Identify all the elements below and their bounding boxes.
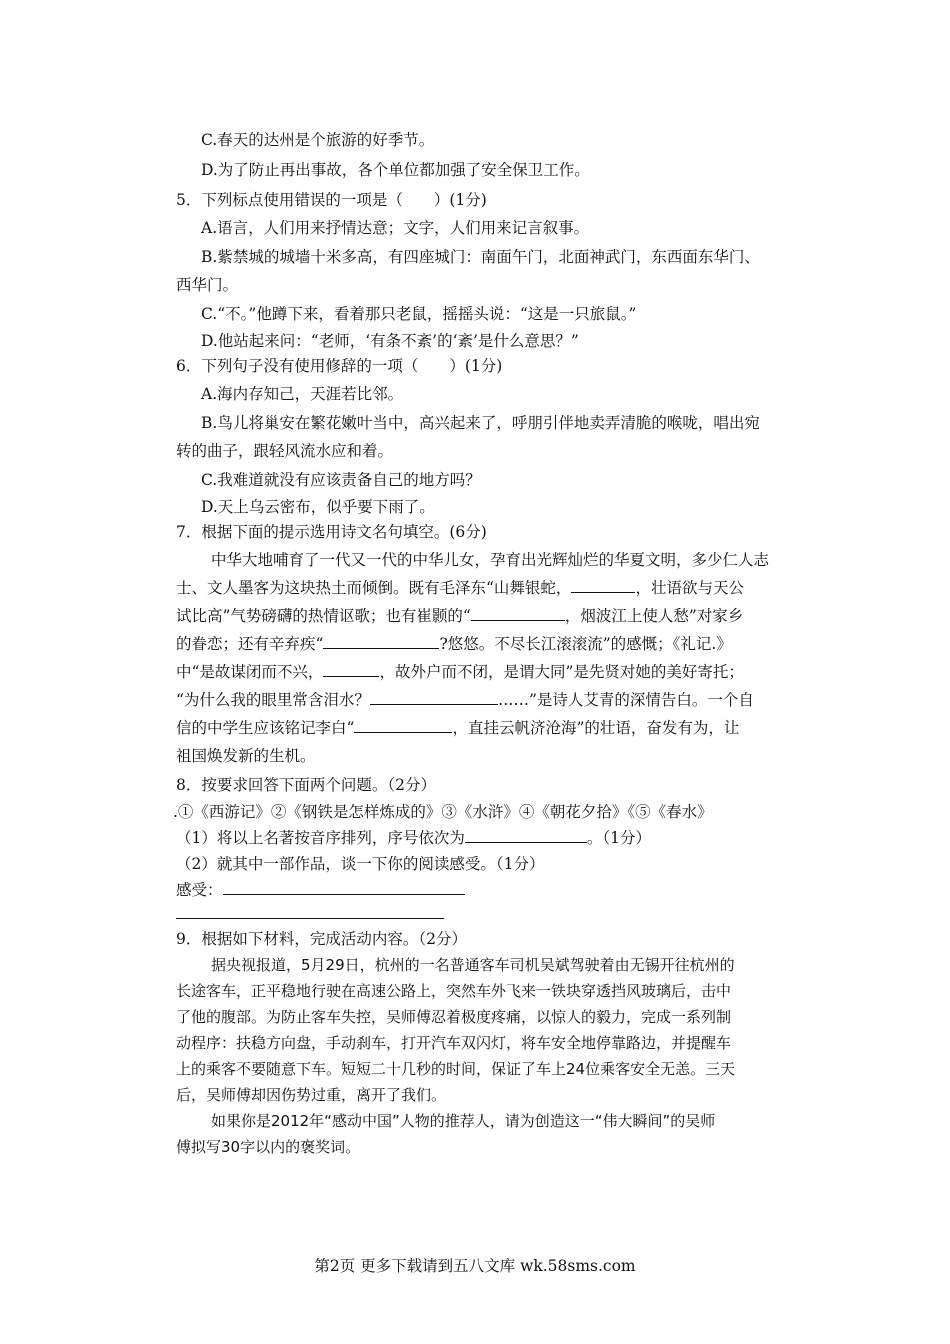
q9-material-line: 后，吴师傅却因伤势过重，离开了我们。 [176, 1086, 447, 1104]
answer-blank[interactable] [323, 634, 439, 649]
q5-option-c: C.“不。”他蹲下来，看着那只老鼠，摇摇头说：“这是一只旅鼠。” [201, 305, 637, 323]
answer-blank[interactable] [223, 880, 465, 895]
page-footer: 第2页 更多下载请到五八文库 wk.58sms.com [314, 1257, 636, 1275]
q8-feeling: 感受： [176, 880, 465, 900]
answer-blank[interactable] [471, 606, 565, 621]
q7-passage-line: 的眷恋；还有辛弃疾“ ?悠悠。不尽长江滚滚流”的感慨；《礼记.》 [176, 635, 732, 653]
answer-blank[interactable] [571, 578, 635, 593]
q6-option-b-cont: 转的曲子，跟轻风流水应和着。 [176, 442, 394, 460]
q6-stem: 6．下列句子没有使用修辞的一项（ ）(1分) [176, 357, 503, 375]
q8-book-list: .①《西游记》②《钢铁是怎样炼成的》③《水浒》④《朝花夕拾》《⑤《春水》 [173, 803, 713, 821]
q5-option-b: B.紫禁城的城墙十米多高，有四座城门：南面午门，北面神武门，东西面东华门、 [201, 248, 760, 266]
q4-option-d: D.为了防止再出事故，各个单位都加强了安全保卫工作。 [201, 161, 590, 179]
q9-material-line: 上的乘客不要随意下车。短短二十几秒的时间，保证了车上24位乘客安全无恙。三天 [176, 1060, 736, 1078]
q9-material-line: 长途客车，正平稳地行驶在高速公路上，突然车外飞来一铁块穿透挡风玻璃后，击中 [176, 982, 732, 1000]
q6-option-b: B.鸟儿将巢安在繁花嫩叶当中，高兴起来了，呼朋引伴地卖弄清脆的喉咙，唱出宛 [201, 414, 760, 432]
answer-blank[interactable] [370, 690, 498, 705]
q8-stem: 8．按要求回答下面两个问题。（2分） [176, 776, 436, 794]
q9-task-line: 傅拟写30字以内的褒奖词。 [176, 1138, 361, 1156]
q6-option-c: C.我难道就没有应该责备自己的地方吗？ [201, 471, 481, 489]
q7-passage-line: 中“是故谋闭而不兴， ，故外户而不闭，是谓大同”是先贤对她的美好寄托； [176, 663, 744, 681]
q9-stem: 9．根据如下材料，完成活动内容。（2分） [176, 930, 467, 948]
q7-passage-line: 祖国焕发新的生机。 [176, 747, 316, 765]
answer-blank[interactable] [323, 662, 379, 677]
q6-option-a: A.海内存知己，天涯若比邻。 [201, 385, 404, 403]
q7-passage-line: “为什么我的眼里常含泪水？ ……”是诗人艾青的深情告白。一个自 [176, 691, 754, 709]
q5-option-b-cont: 西华门。 [176, 276, 239, 294]
q9-material-line: 动程序：扶稳方向盘，手动刹车，打开汽车双闪灯，将车安全地停靠路边，并提醒车 [176, 1034, 732, 1052]
answer-line[interactable] [176, 918, 444, 919]
q7-passage-line: 士、文人墨客为这块热土而倾倒。既有毛泽东“山舞银蛇， ，壮语欲与天公 [176, 579, 744, 597]
q8-sub2: （2）就其中一部作品，谈一下你的阅读感受。（1分） [176, 855, 545, 873]
q9-task-line: 如果你是2012年“感动中国”人物的推荐人，请为创造这一“伟大瞬间”的吴师 [211, 1112, 716, 1130]
q6-option-d: D.天上乌云密布，似乎要下雨了。 [201, 498, 435, 516]
answer-blank[interactable] [354, 718, 452, 733]
answer-blank[interactable] [465, 828, 587, 843]
q8-sub1: （1）将以上名著按音序排列，序号依次为 。（1分） [176, 829, 651, 847]
q9-material-line: 了他的腹部。为防止客车失控，吴师傅忍着极度疼痛，以惊人的毅力，完成一系列制 [176, 1008, 732, 1026]
q5-option-a: A.语言，人们用来抒情达意；文字，人们用来记言叙事。 [201, 219, 590, 237]
q7-passage-line: 试比高”气势磅礴的热情讴歌；也有崔颢的“ ，烟波江上使人愁”对家乡 [176, 607, 744, 625]
q4-option-c: C.春天的达州是个旅游的好季节。 [201, 131, 435, 149]
q5-option-d: D.他站起来问：“老师，‘有条不紊’的‘紊’是什么意思？” [201, 332, 579, 350]
q7-stem: 7．根据下面的提示选用诗文名句填空。(6分) [176, 523, 487, 541]
q7-passage-line: 中华大地哺育了一代又一代的中华儿女，孕育出光辉灿烂的华夏文明，多少仁人志 [211, 551, 770, 569]
q5-stem: 5．下列标点使用错误的一项是（ ）(1分) [176, 191, 487, 209]
q9-material-line: 据央视报道，5月29日，杭州的一名普通客车司机吴斌驾驶着由无锡开往杭州的 [211, 956, 735, 974]
q7-passage-line: 信的中学生应该铭记李白“ ，直挂云帆济沧海”的壮语，奋发有为，让 [176, 719, 740, 737]
